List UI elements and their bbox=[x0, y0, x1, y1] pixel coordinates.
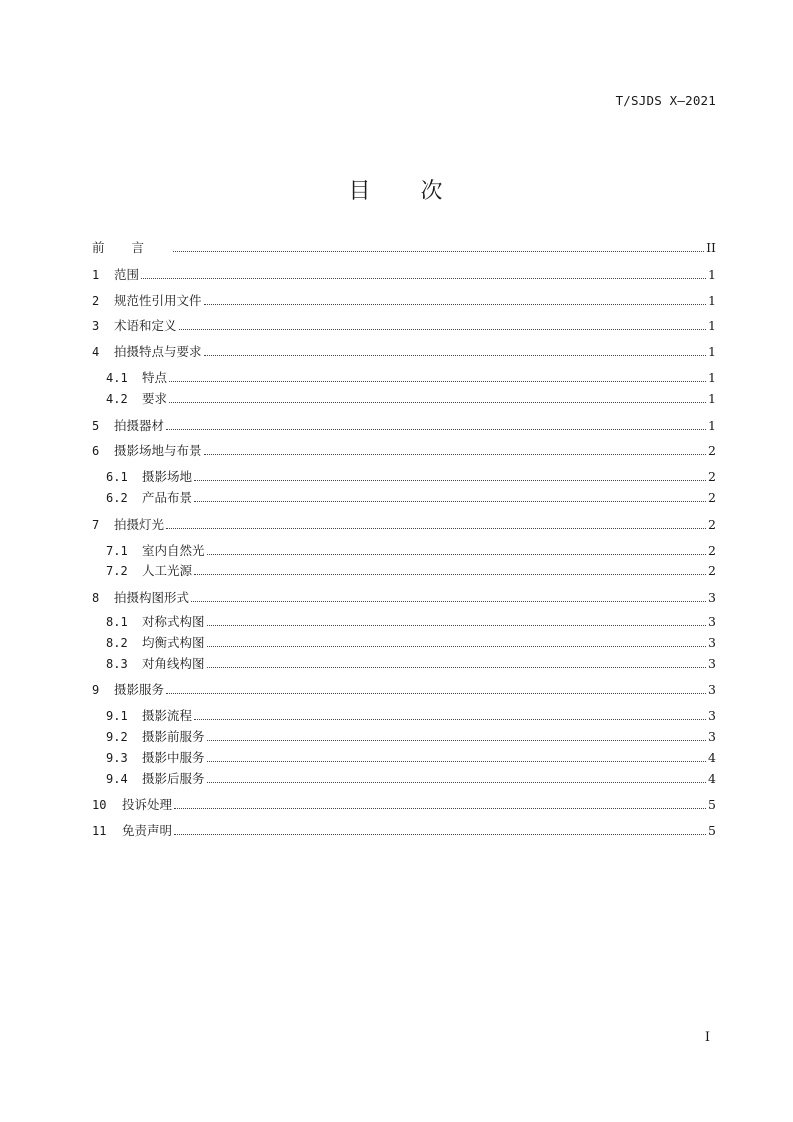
toc-entry[interactable] bbox=[92, 563, 716, 579]
toc-entry[interactable] bbox=[92, 682, 716, 698]
toc-entry-number: 3 bbox=[92, 319, 100, 333]
toc-dot-leader bbox=[166, 682, 706, 694]
toc-entry-number: 7 bbox=[92, 518, 100, 532]
toc-entry-page: 1 bbox=[708, 344, 716, 359]
toc-entry-label: 范围 bbox=[114, 267, 140, 282]
toc-entry[interactable] bbox=[92, 708, 716, 724]
toc-entry-label: 规范性引用文件 bbox=[114, 293, 202, 308]
toc-entry-number: 4 bbox=[92, 345, 100, 359]
toc-entry-page: 2 bbox=[708, 443, 716, 458]
toc-entry[interactable] bbox=[92, 823, 716, 839]
toc-entry-number: 11 bbox=[92, 824, 107, 838]
toc-dot-leader bbox=[141, 267, 706, 279]
toc-entry-page: 5 bbox=[708, 797, 716, 812]
toc-dot-leader bbox=[173, 240, 704, 252]
toc-entry-number: 6.2 bbox=[106, 491, 128, 505]
toc-entry-label: 拍摄器材 bbox=[114, 418, 165, 433]
toc-entry-label: 摄影流程 bbox=[142, 708, 193, 723]
toc-entry-label: 室内自然光 bbox=[142, 543, 205, 558]
toc-title-right: 次 bbox=[420, 179, 445, 204]
toc-dot-leader bbox=[169, 370, 706, 382]
toc-dot-leader bbox=[204, 443, 707, 455]
toc-entry[interactable] bbox=[92, 750, 716, 766]
toc-entry-page: 3 bbox=[708, 590, 716, 605]
toc-dot-leader bbox=[166, 418, 706, 430]
toc-entry[interactable] bbox=[92, 267, 716, 283]
toc-entry-label: 特点 bbox=[142, 370, 168, 385]
toc-entry[interactable] bbox=[92, 543, 716, 559]
toc-entry-page: 3 bbox=[708, 656, 716, 671]
toc-entry-number: 4.1 bbox=[106, 371, 128, 385]
toc-entry-page: 1 bbox=[708, 293, 716, 308]
toc-entry-label: 术语和定义 bbox=[114, 318, 177, 333]
toc-entry-number: 1 bbox=[92, 268, 100, 282]
toc-entry-number: 7.2 bbox=[106, 564, 128, 578]
toc-entry-page: 2 bbox=[708, 490, 716, 505]
toc-entry[interactable] bbox=[92, 370, 716, 386]
toc-entry-number: 9.3 bbox=[106, 751, 128, 765]
toc-entry[interactable] bbox=[92, 614, 716, 630]
toc-entry-label: 摄影场地与布景 bbox=[114, 443, 202, 458]
toc-entry[interactable] bbox=[92, 490, 716, 506]
toc-entry-label: 摄影后服务 bbox=[142, 771, 205, 786]
toc-entry-label: 对角线构图 bbox=[142, 656, 205, 671]
toc-entry-number: 9.1 bbox=[106, 709, 128, 723]
toc-entry-label: 拍摄特点与要求 bbox=[114, 344, 202, 359]
toc-entry[interactable] bbox=[92, 240, 716, 256]
toc-dot-leader bbox=[191, 590, 706, 602]
toc-entry-number: 2 bbox=[92, 294, 100, 308]
toc-entry[interactable] bbox=[92, 443, 716, 459]
toc-entry-page: II bbox=[706, 240, 716, 255]
toc-dot-leader bbox=[207, 656, 707, 668]
toc-entry-number: 8 bbox=[92, 591, 100, 605]
toc-entry-page: 1 bbox=[708, 370, 716, 385]
toc-entry-label: 投诉处理 bbox=[122, 797, 173, 812]
toc-title-left: 目 bbox=[348, 179, 373, 204]
toc-entry[interactable] bbox=[92, 318, 716, 334]
toc-entry-number: 8.3 bbox=[106, 657, 128, 671]
toc-dot-leader bbox=[194, 563, 706, 575]
toc-entry-label: 摄影中服务 bbox=[142, 750, 205, 765]
toc-entry-label: 免责声明 bbox=[122, 823, 173, 838]
toc-entry-number: 5 bbox=[92, 419, 100, 433]
toc-entry-number: 9.4 bbox=[106, 772, 128, 786]
toc-entry[interactable] bbox=[92, 729, 716, 745]
toc-entry-label: 产品布景 bbox=[142, 490, 193, 505]
document-code: T/SJDS X—2021 bbox=[615, 93, 716, 108]
toc-entry[interactable] bbox=[92, 771, 716, 787]
toc-entry[interactable] bbox=[92, 418, 716, 434]
toc-entry-page: 1 bbox=[708, 418, 716, 433]
toc-entry-page: 1 bbox=[708, 318, 716, 333]
toc-entry-page: 2 bbox=[708, 543, 716, 558]
toc-entry-page: 2 bbox=[708, 469, 716, 484]
toc-entry[interactable] bbox=[92, 656, 716, 672]
toc-dot-leader bbox=[179, 318, 707, 330]
toc-entry-label: 要求 bbox=[142, 391, 168, 406]
toc-entry-number: 4.2 bbox=[106, 392, 128, 406]
toc-entry-page: 4 bbox=[708, 771, 716, 786]
toc-entry[interactable] bbox=[92, 517, 716, 533]
toc-entry-number: 9 bbox=[92, 683, 100, 697]
toc-entry-number: 10 bbox=[92, 798, 107, 812]
toc-entry-label: 对称式构图 bbox=[142, 614, 205, 629]
toc-dot-leader bbox=[207, 729, 707, 741]
toc-entry-label: 摄影前服务 bbox=[142, 729, 205, 744]
toc-entry-page: 3 bbox=[708, 729, 716, 744]
toc-entry[interactable] bbox=[92, 797, 716, 813]
toc-entry-page: 1 bbox=[708, 391, 716, 406]
toc-entry-page: 2 bbox=[708, 517, 716, 532]
toc-entry-number: 6.1 bbox=[106, 470, 128, 484]
toc-entry-label: 均衡式构图 bbox=[142, 635, 205, 650]
toc-entry-page: 2 bbox=[708, 563, 716, 578]
toc-dot-leader bbox=[207, 614, 707, 626]
toc-entry-page: 3 bbox=[708, 635, 716, 650]
toc-dot-leader bbox=[174, 797, 706, 809]
toc-entry[interactable] bbox=[92, 344, 716, 360]
toc-entry[interactable] bbox=[92, 293, 716, 309]
toc-entry-number: 9.2 bbox=[106, 730, 128, 744]
toc-entry-label: 前言 bbox=[92, 240, 172, 255]
toc-entry-page: 3 bbox=[708, 682, 716, 697]
toc-entry-number: 7.1 bbox=[106, 544, 128, 558]
toc-entry-label: 摄影场地 bbox=[142, 469, 193, 484]
toc-entry-number: 8.2 bbox=[106, 636, 128, 650]
toc-dot-leader bbox=[174, 823, 706, 835]
toc-entry-page: 3 bbox=[708, 614, 716, 629]
toc-dot-leader bbox=[194, 490, 706, 502]
toc-dot-leader bbox=[207, 543, 707, 555]
toc-entry-label: 人工光源 bbox=[142, 563, 193, 578]
toc-entry[interactable] bbox=[92, 391, 716, 407]
toc-entry-label: 拍摄构图形式 bbox=[114, 590, 190, 605]
toc-entry-page: 1 bbox=[708, 267, 716, 282]
toc-entry[interactable] bbox=[92, 635, 716, 651]
toc-entry-number: 6 bbox=[92, 444, 100, 458]
toc-dot-leader bbox=[194, 469, 706, 481]
toc-dot-leader bbox=[194, 708, 706, 720]
toc-dot-leader bbox=[207, 635, 707, 647]
toc-dot-leader bbox=[166, 517, 706, 529]
toc-dot-leader bbox=[204, 344, 707, 356]
toc-dot-leader bbox=[207, 750, 707, 762]
toc-entry-label: 拍摄灯光 bbox=[114, 517, 165, 532]
toc-dot-leader bbox=[207, 771, 707, 783]
toc-entry-page: 3 bbox=[708, 708, 716, 723]
toc-entry-page: 5 bbox=[708, 823, 716, 838]
toc-dot-leader bbox=[169, 391, 706, 403]
toc-entry-number: 8.1 bbox=[106, 615, 128, 629]
toc-title bbox=[0, 174, 793, 205]
toc-dot-leader bbox=[204, 293, 707, 305]
toc-entry[interactable] bbox=[92, 469, 716, 485]
toc-entry-page: 4 bbox=[708, 750, 716, 765]
toc-entry-label: 摄影服务 bbox=[114, 682, 165, 697]
page-number: I bbox=[704, 1030, 710, 1045]
toc-entry[interactable] bbox=[92, 590, 716, 606]
